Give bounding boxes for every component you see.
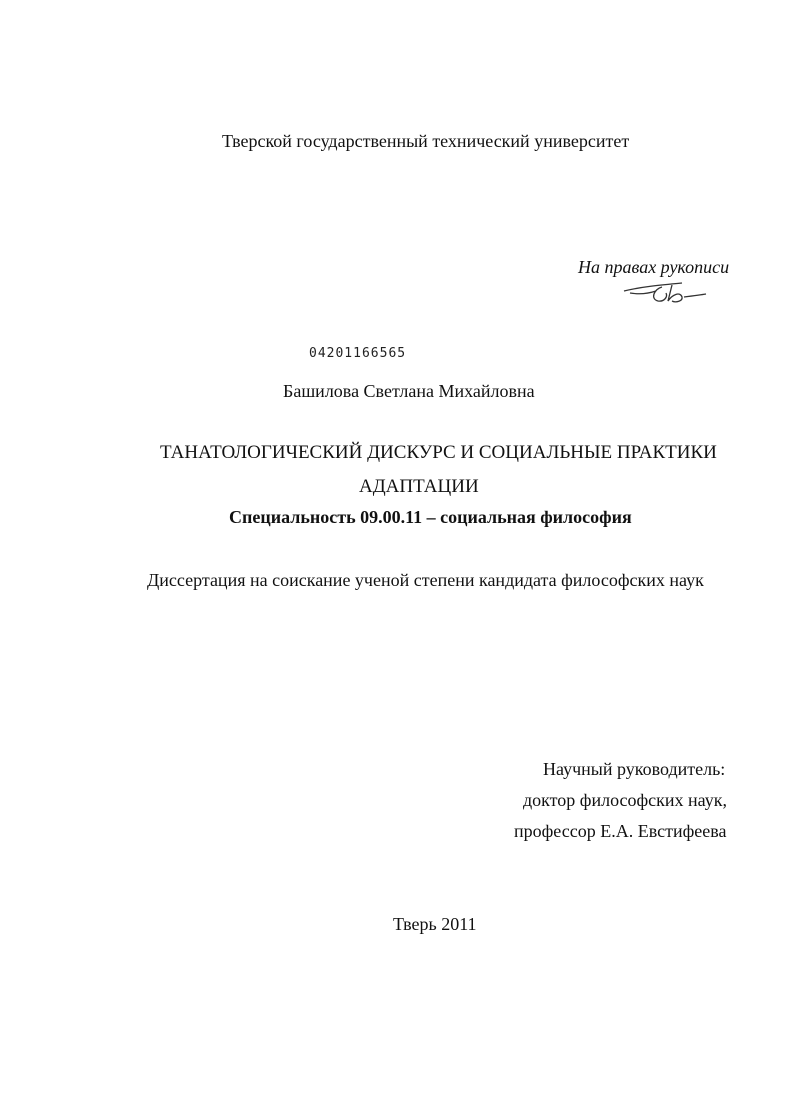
thesis-title-line-1: ТАНАТОЛОГИЧЕСКИЙ ДИСКУРС И СОЦИАЛЬНЫЕ ПРАКТИКИ bbox=[160, 442, 717, 463]
handwritten-signature bbox=[620, 277, 710, 311]
specialty: Специальность 09.00.11 – социальная философия bbox=[229, 507, 632, 527]
supervisor-label: Научный руководитель: bbox=[543, 759, 726, 779]
city-year: Тверь 2011 bbox=[393, 914, 477, 934]
university-name: Тверской государственный технический университет bbox=[222, 131, 630, 151]
supervisor-degree: доктор философских наук, bbox=[523, 790, 727, 810]
archive-number: 04201166565 bbox=[309, 346, 407, 361]
author-name: Башилова Светлана Михайловна bbox=[283, 381, 535, 401]
manuscript-rights-note: На правах рукописи bbox=[578, 257, 730, 277]
thesis-title-line-2: АДАПТАЦИИ bbox=[359, 476, 479, 497]
dissertation-statement: Диссертация на соискание ученой степени кандидата философских наук bbox=[147, 570, 704, 590]
supervisor-name: профессор Е.А. Евстифеева bbox=[514, 821, 727, 841]
